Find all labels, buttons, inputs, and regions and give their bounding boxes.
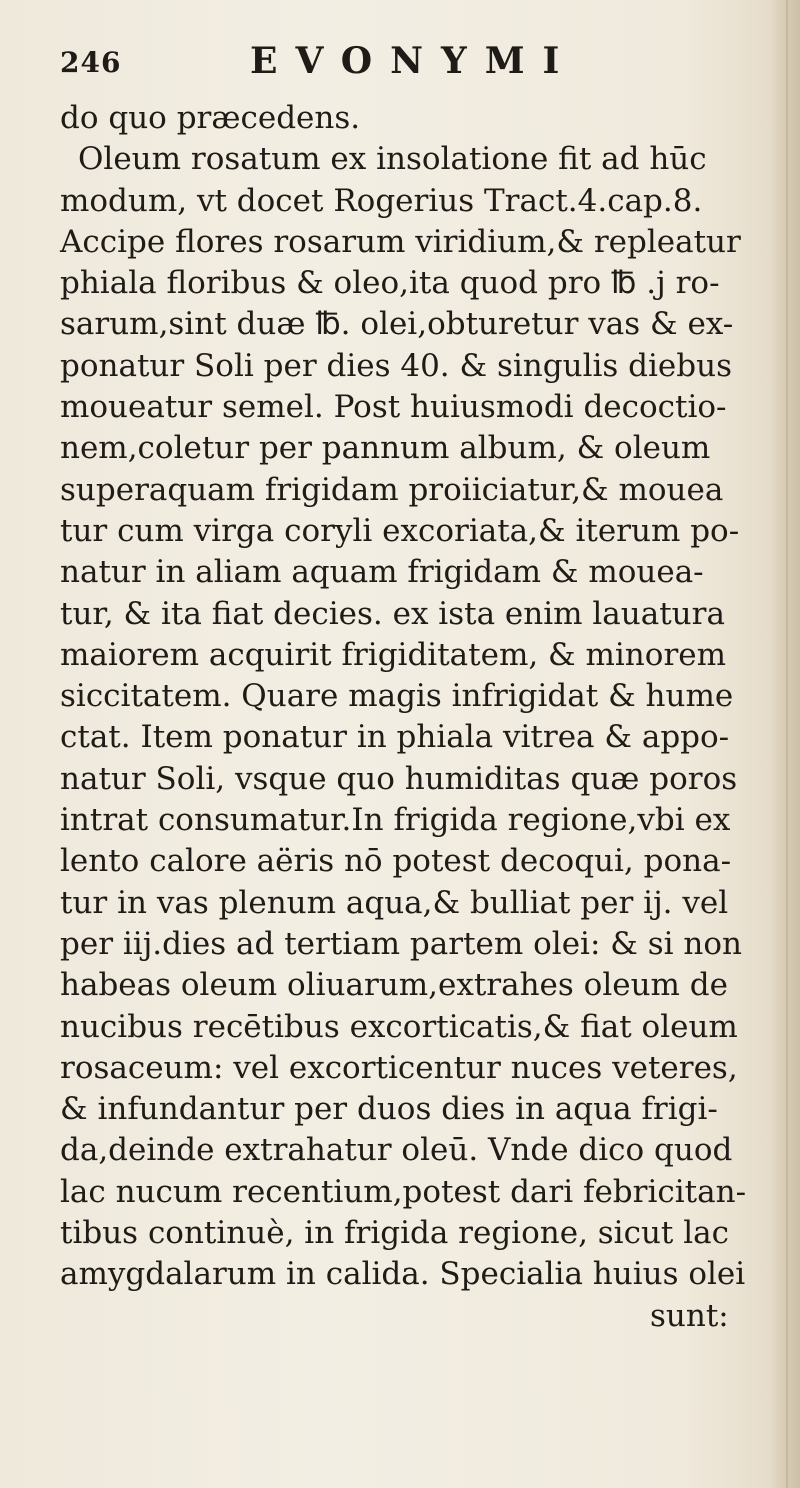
text-line: rosaceum: vel excorticentur nuces veteres, <box>60 1049 738 1086</box>
text-line: & infundantur per duos dies in aqua frigi- <box>60 1091 718 1128</box>
text-line: natur Soli, vsque quo humiditas quæ poros <box>60 760 738 797</box>
text-line: per iij.dies ad tertiam partem olei: & si non <box>60 925 742 962</box>
text-line: Accipe flores rosarum viridium,& repleatur <box>60 223 741 260</box>
text-line: moueatur semel. Post huiusmodi decoctio- <box>60 389 727 426</box>
text-line: tur, & ita fiat decies. ex ista enim lauatura <box>60 595 725 632</box>
text-line: maiorem acquirit frigiditatem, & minorem <box>60 636 727 673</box>
text-line: tur in vas plenum aqua,& bulliat per ij. vel <box>60 884 729 921</box>
text-line: do quo præcedens. <box>60 100 361 136</box>
text-line: phiala floribus & oleo,ita quod pro ℔ .j ro- <box>60 265 720 302</box>
text-line: nem,coletur per pannum album, & oleum <box>60 430 711 467</box>
text-line: ctat. Item ponatur in phiala vitrea & appo- <box>60 719 730 756</box>
text-line: da,deinde extrahatur oleū. Vnde dico quod <box>60 1132 733 1169</box>
text-line: Oleum rosatum ex insolatione fit ad hūc <box>78 141 707 178</box>
text-line: habeas oleum oliuarum,extrahes oleum de <box>60 967 728 1004</box>
body-text <box>60 98 776 1337</box>
catchword: sunt: <box>650 1297 729 1334</box>
text-line: nucibus recētibus excorticatis,& fiat oleum <box>60 1008 738 1045</box>
text-line: tur cum virga coryli excoriata,& iterum po- <box>60 512 740 549</box>
page-edge-line <box>786 0 788 1488</box>
running-head: EVONYMI <box>250 40 578 82</box>
text-line: modum, vt docet Rogerius Tract.4.cap.8. <box>60 182 703 219</box>
text-line: siccitatem. Quare magis infrigidat & hume <box>60 678 734 715</box>
text-line: superaquam frigidam proiiciatur,& mouea <box>60 471 724 508</box>
text-line: lento calore aëris nō potest decoqui, pona- <box>60 843 732 880</box>
text-line: lac nucum recentium,potest dari febricitan- <box>60 1173 747 1210</box>
page-header <box>60 40 720 90</box>
text-line: natur in aliam aquam frigidam & mouea- <box>60 554 704 591</box>
text-line: sarum,sint duæ ℔. olei,obturetur vas & ex- <box>60 306 734 343</box>
text-line: tibus continuè, in frigida regione, sicut lac <box>60 1215 729 1252</box>
text-line: amygdalarum in calida. Specialia huius olei <box>60 1256 746 1293</box>
text-line: intrat consumatur.In frigida regione,vbi ex <box>60 802 731 839</box>
text-line: ponatur Soli per dies 40. & singulis diebus <box>60 347 732 384</box>
page-number: 246 <box>60 46 122 79</box>
